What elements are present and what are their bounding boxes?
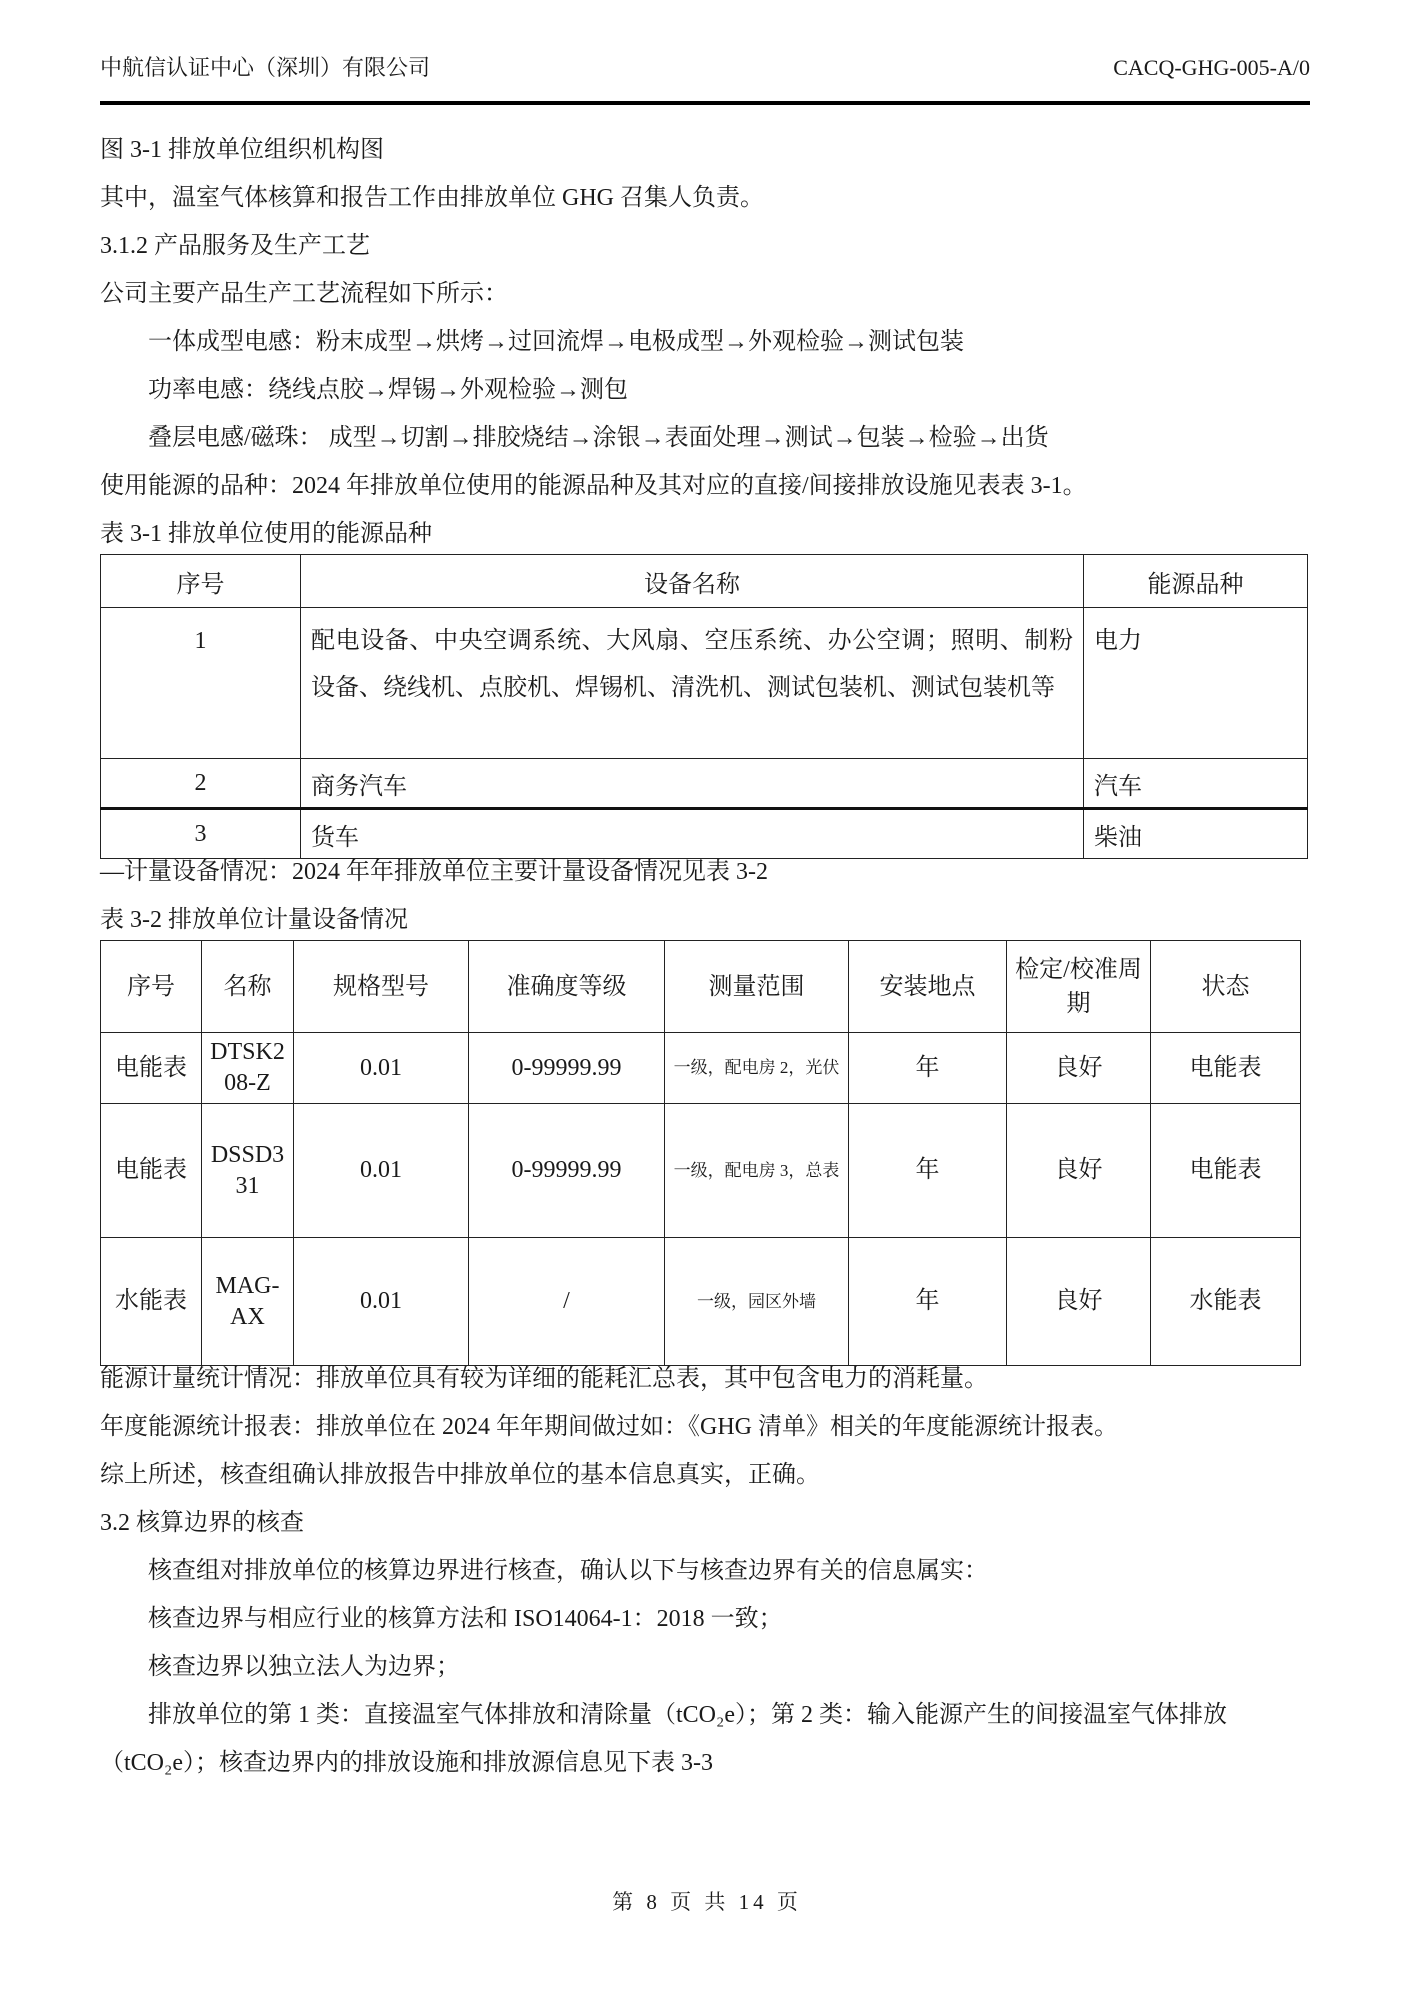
table1-caption: 表 3-1 排放单位使用的能源品种 <box>100 521 432 547</box>
table1-row-1 <box>101 608 1308 759</box>
table2-row-2 <box>101 1104 1301 1238</box>
table2-cell-model-2: DSSD331 <box>202 1104 294 1238</box>
page-number: 第 8 页 共 14 页 <box>612 1890 802 1914</box>
table1-row-2 <box>101 759 1308 809</box>
table1-cell-device-3: 货车 <box>301 809 1084 859</box>
table2-cell-status-1: 电能表 <box>1151 1033 1301 1104</box>
table2-cell-status-2: 电能表 <box>1151 1104 1301 1238</box>
paragraph-energy-stats: 能源计量统计情况：排放单位具有较为详细的能耗汇总表，其中包含电力的消耗量。 <box>100 1366 988 1392</box>
table2-cell-type-2: 电能表 <box>101 1104 202 1238</box>
paragraph-metering: —计量设备情况：2024 年年排放单位主要计量设备情况见表 3-2 <box>100 859 768 885</box>
table2-cell-model-1: DTSK208-Z <box>202 1033 294 1104</box>
table1-cell-device-2: 商务汽车 <box>301 759 1084 809</box>
table2-cell-condition-2: 良好 <box>1007 1104 1151 1238</box>
process-line-power: 功率电感：绕线点胶→焊锡→外观检验→测包 <box>148 377 628 403</box>
table2-cell-period-2: 年 <box>849 1104 1007 1238</box>
process-line-molding: 一体成型电感：粉末成型→烘烤→过回流焊→电极成型→外观检验→测试包装 <box>148 329 964 355</box>
table1-header-energy: 能源品种 <box>1084 555 1308 608</box>
table1-cell-energy-3: 柴油 <box>1084 809 1308 859</box>
table2-cell-period-1: 年 <box>849 1033 1007 1104</box>
paragraph-boundary-iso: 核查边界与相应行业的核算方法和 ISO14064-1：2018 一致； <box>148 1606 783 1632</box>
table2-header-seq: 序号 <box>101 941 202 1033</box>
table2-cell-condition-3: 良好 <box>1007 1238 1151 1366</box>
table2-cell-measure-1: 一级，配电房 2，光伏 <box>665 1033 849 1104</box>
paragraph-energy-types: 使用能源的品种：2024 年排放单位使用的能源品种及其对应的直接/间接排放设施见表表 3-1。 <box>100 473 1087 499</box>
table1-cell-energy-2: 汽车 <box>1084 759 1308 809</box>
paragraph-boundary-legal: 核查边界以独立法人为边界； <box>148 1654 460 1680</box>
table2-cell-condition-1: 良好 <box>1007 1033 1151 1104</box>
table1-cell-seq-1: 1 <box>101 608 301 759</box>
table2-cell-type-1: 电能表 <box>101 1033 202 1104</box>
table1-cell-energy-1: 电力 <box>1084 608 1308 759</box>
paragraph-boundary-check: 核查组对排放单位的核算边界进行核查，确认以下与核查边界有关的信息属实： <box>148 1558 988 1584</box>
table-metering-devices <box>100 940 1301 1366</box>
table2-row-1 <box>101 1033 1301 1104</box>
table2-cell-period-3: 年 <box>849 1238 1007 1366</box>
document-body <box>100 105 1310 1777</box>
table2-cell-range-3: / <box>469 1238 665 1366</box>
table2-header-accuracy: 准确度等级 <box>469 941 665 1033</box>
table2-header-name: 名称 <box>202 941 294 1033</box>
table1-header-device: 设备名称 <box>301 555 1084 608</box>
doc-code: CACQ-GHG-005-A/0 <box>1113 55 1310 80</box>
paragraph-annual-report: 年度能源统计报表：排放单位在 2024 年年期间做过如：《GHG 清单》相关的年度能源统计报表。 <box>100 1414 1118 1440</box>
table2-caption: 表 3-2 排放单位计量设备情况 <box>100 907 408 933</box>
figure-caption: 图 3-1 排放单位组织机构图 <box>100 137 384 163</box>
table2-cell-accuracy-3: 0.01 <box>294 1238 469 1366</box>
paragraph-category-line2: （tCO₂e）；核查边界内的排放设施和排放源信息见下表 3-3 <box>100 1750 714 1776</box>
heading-3-1-2: 3.1.2 产品服务及生产工艺 <box>100 233 370 259</box>
table1-header-row <box>101 555 1308 608</box>
company-name: 中航信认证中心（深圳）有限公司 <box>100 55 431 80</box>
table2-header-range: 测量范围 <box>665 941 849 1033</box>
heading-3-2: 3.2 核算边界的核查 <box>100 1510 304 1536</box>
table2-cell-status-3: 水能表 <box>1151 1238 1301 1366</box>
table2-cell-type-3: 水能表 <box>101 1238 202 1366</box>
table2-header-status: 状态 <box>1151 941 1301 1033</box>
table1-header-seq: 序号 <box>101 555 301 608</box>
table1-row-3 <box>101 809 1308 859</box>
paragraph-category-line1: 排放单位的第 1 类：直接温室气体排放和清除量（tCO₂e）；第 2 类：输入能源产生的间接温室气体排放 <box>148 1702 1228 1728</box>
paragraph-ghg-lead: 其中，温室气体核算和报告工作由排放单位 GHG 召集人负责。 <box>100 185 764 211</box>
table2-header-row <box>101 941 1301 1033</box>
table2-cell-measure-3: 一级，园区外墙 <box>665 1238 849 1366</box>
table1-cell-device-1: 配电设备、中央空调系统、大风扇、空压系统、办公空调；照明、制粉设备、绕线机、点胶机、焊锡机、清洗机、测试包装机、测试包装机等 <box>301 608 1084 759</box>
table2-header-location: 安装地点 <box>849 941 1007 1033</box>
table2-header-model: 规格型号 <box>294 941 469 1033</box>
table2-cell-range-2: 0-99999.99 <box>469 1104 665 1238</box>
table2-header-calibration: 检定/校准周期 <box>1007 941 1151 1033</box>
table2-cell-accuracy-2: 0.01 <box>294 1104 469 1238</box>
table2-cell-measure-2: 一级，配电房 3，总表 <box>665 1104 849 1238</box>
table2-row-3 <box>101 1238 1301 1366</box>
table2-cell-range-1: 0-99999.99 <box>469 1033 665 1104</box>
table1-cell-seq-2: 2 <box>101 759 301 809</box>
process-line-multilayer: 叠层电感/磁珠： 成型→切割→排胶烧结→涂银→表面处理→测试→包装→检验→出货 <box>148 425 1049 451</box>
table1-cell-seq-3: 3 <box>101 809 301 859</box>
table-energy-types <box>100 554 1308 859</box>
table2-cell-accuracy-1: 0.01 <box>294 1033 469 1104</box>
paragraph-process-intro: 公司主要产品生产工艺流程如下所示： <box>100 281 508 307</box>
table2-cell-model-3: MAG-AX <box>202 1238 294 1366</box>
paragraph-conclusion: 综上所述，核查组确认排放报告中排放单位的基本信息真实，正确。 <box>100 1462 820 1488</box>
page-header <box>100 0 1310 105</box>
